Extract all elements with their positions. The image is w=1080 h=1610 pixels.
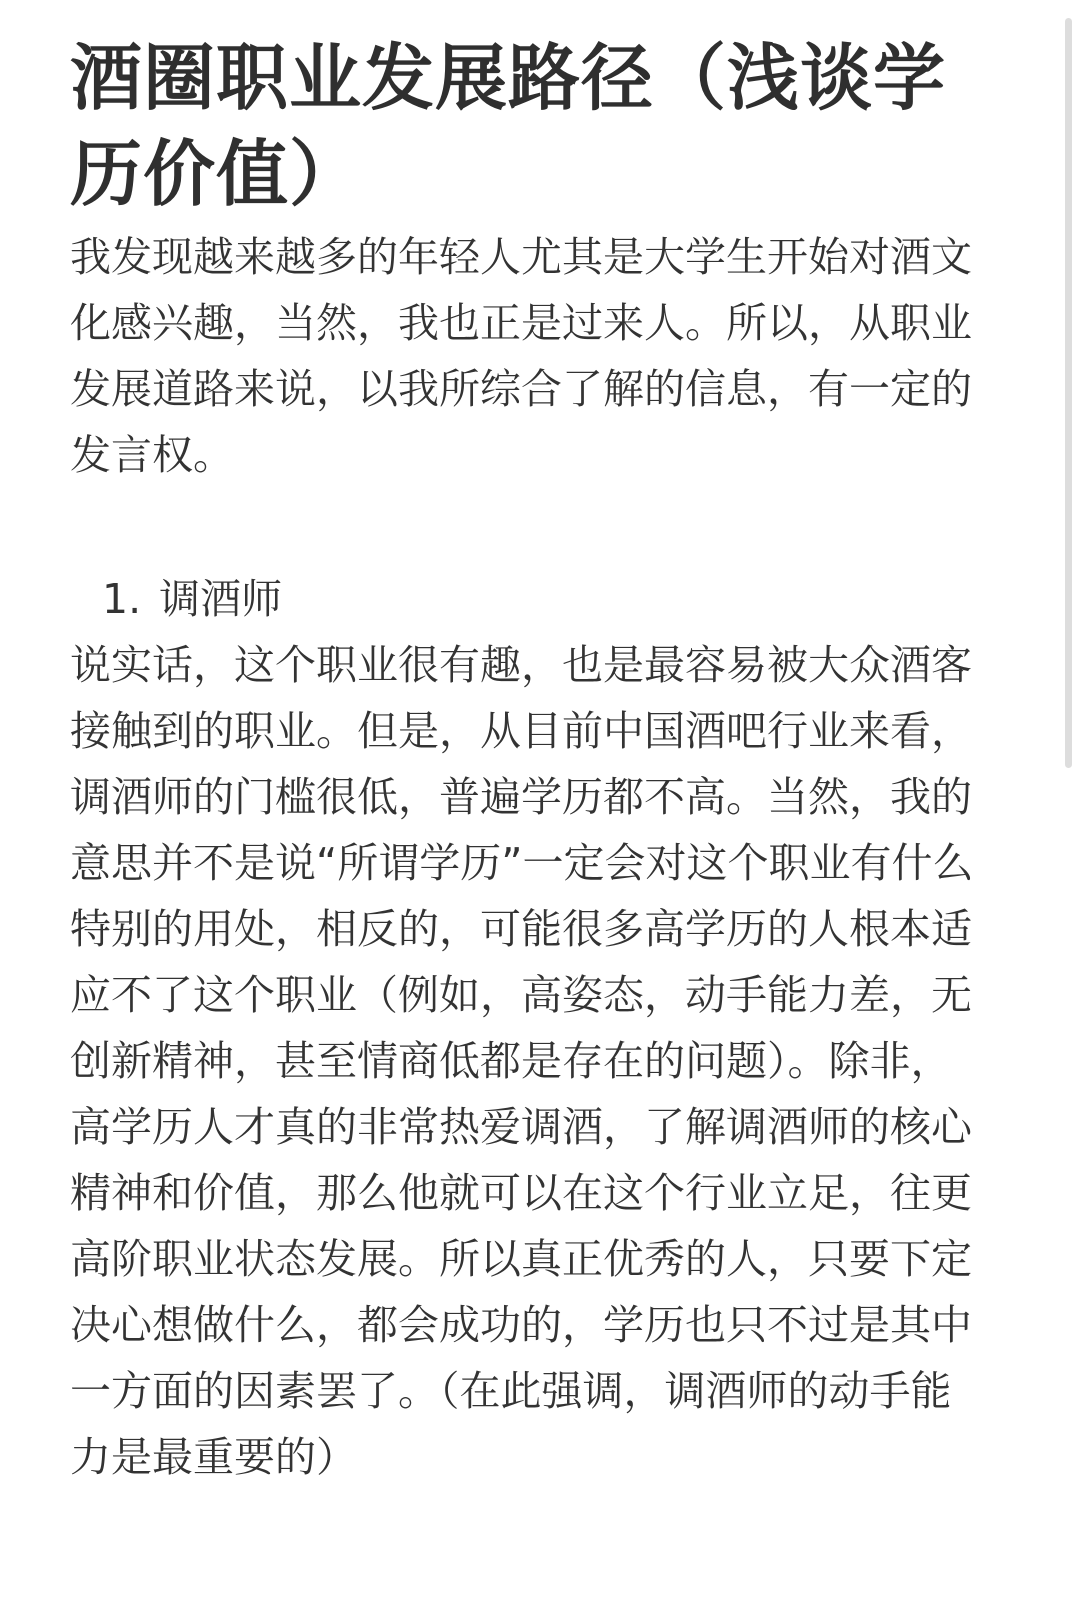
list-item-title: 调酒师	[159, 575, 283, 623]
article	[70, 30, 990, 1490]
article-title: 酒圈职业发展路径（浅谈学历价值）	[70, 36, 947, 216]
list-item-heading	[70, 566, 990, 632]
scrollbar[interactable]	[1065, 18, 1072, 768]
list-item-number: 1.	[102, 575, 142, 623]
list-item-body: 说实话，这个职业很有趣，也是最容易被大众酒客接触到的职业。但是，从目前中国酒吧行业来看，调酒师的门槛很低，普遍学历都不高。当然，我的意思并不是说“所谓学历”一定会对这个职业有什么特别的用处，相反的，可能很多高学历的人根本适应不了这个职业（例如，高姿态，动手能力差，无创新精神，甚至情商低都是存在的问题）。除非，高学历人才真的非常热爱调酒，了解调酒师的核心精神和价值，那么他就可以在这个行业立足，往更高阶职业状态发展。所以真正优秀的人，只要下定决心想做什么，都会成功的，学历也只不过是其中一方面的因素罢了。（在此强调，调酒师的动手能力是最重要的）	[70, 641, 974, 1481]
intro-paragraph: 我发现越来越多的年轻人尤其是大学生开始对酒文化感兴趣，当然，我也正是过来人。所以，从职业发展道路来说，以我所综合了解的信息，有一定的发言权。	[70, 233, 972, 479]
